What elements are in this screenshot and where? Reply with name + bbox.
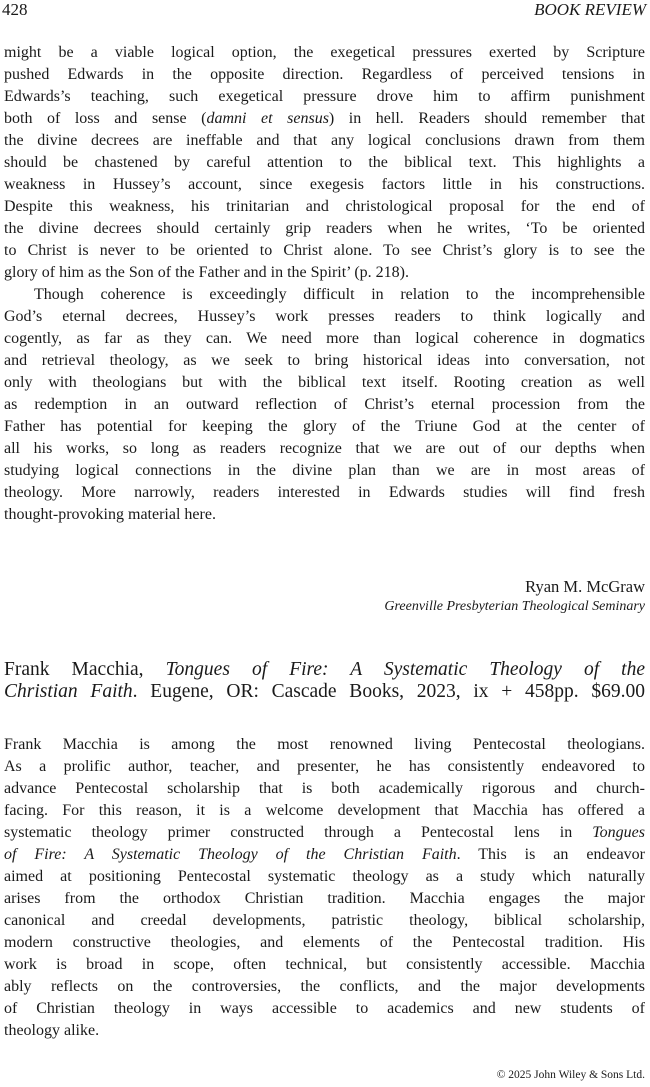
text-line	[4, 196, 645, 218]
text-run: thought-provoking material here.	[4, 506, 216, 523]
text-run: As a prolific author, teacher, and presenter, he has consistently endeavored to	[4, 758, 645, 775]
text-run: should be chastened by careful attention to the biblical text. This highlights a	[4, 154, 645, 171]
italic-text: damni et sensus	[206, 110, 329, 127]
text-line	[4, 284, 645, 306]
text-run: advance Pentecostal scholarship that is both academically rigorous and church-	[4, 780, 645, 797]
text-line	[4, 954, 645, 976]
text-line	[4, 174, 645, 196]
text-run: theology alike.	[4, 1022, 100, 1039]
text-line	[4, 372, 645, 394]
text-run: both of loss and sense (	[4, 110, 207, 127]
text-run: Frank Macchia,	[4, 659, 166, 680]
text-line	[4, 932, 645, 954]
review2-heading	[4, 659, 645, 703]
text-line	[4, 438, 645, 460]
text-line	[4, 998, 645, 1020]
text-run: to Christ is never to be oriented to Christ alone. To see Christ’s glory is to see the	[4, 242, 645, 259]
text-run: canonical and creedal developments, patristic theology, biblical scholarship,	[4, 912, 645, 929]
text-line	[4, 130, 645, 152]
italic-text: Christian Faith	[4, 681, 133, 702]
text-run: Though coherence is exceedingly difficult in relation to the incomprehensible	[34, 286, 645, 303]
text-line	[4, 734, 645, 756]
italic-text: Tongues	[592, 824, 645, 841]
text-line	[4, 822, 645, 844]
text-run: Father has potential for keeping the glory of the Triune God at the center of	[4, 418, 645, 435]
text-run: . Eugene, OR: Cascade Books, 2023, ix + 458pp. $69.00	[132, 681, 645, 702]
review1-paragraph-2	[4, 284, 645, 526]
italic-text: Tongues of Fire: A Systematic Theology of the	[165, 659, 646, 680]
text-run: the divine decrees are ineffable and that any logical conclusions drawn from them	[4, 132, 645, 149]
text-line	[4, 756, 645, 778]
reviewer-affiliation: Greenville Presbyterian Theological Seminary	[384, 599, 645, 614]
text-line	[4, 262, 645, 284]
text-line	[4, 504, 645, 526]
text-run: Despite this weakness, his trinitarian and christological proposal for the end of	[4, 198, 645, 215]
text-run: cogently, as far as they can. We need more than logical coherence in dogmatics	[4, 330, 645, 347]
text-run: arises from the orthodox Christian tradition. Macchia engages the major	[4, 890, 645, 907]
text-run: glory of him as the Son of the Father and in the Spirit’ (p. 218).	[4, 264, 409, 281]
italic-text: of Fire: A Systematic Theology of the Christian Faith	[4, 846, 457, 863]
text-run: Frank Macchia is among the most renowned living Pentecostal theologians.	[4, 736, 645, 753]
text-run: ) in hell. Readers should remember that	[328, 110, 646, 127]
text-line	[4, 306, 645, 328]
text-line	[4, 64, 645, 86]
text-run: facing. For this reason, it is a welcome development that Macchia has offered a	[4, 802, 645, 819]
review1-paragraph-1	[4, 42, 645, 284]
text-line	[4, 976, 645, 998]
text-run: work is broad in scope, often technical, but consistently accessible. Macchia	[4, 956, 645, 973]
text-run: as redemption in an outward reflection of Christ’s eternal procession from the	[4, 396, 645, 413]
page-number: 428	[2, 0, 28, 19]
running-title: BOOK REVIEW	[534, 0, 646, 19]
text-line	[4, 240, 645, 262]
text-run: studying logical connections in the divine plan than we are in most areas of	[4, 462, 645, 479]
text-run: the divine decrees should certainly grip readers when he writes, ‘To be oriented	[4, 220, 645, 237]
text-run: pushed Edwards in the opposite direction. Regardless of perceived tensions in	[4, 66, 645, 83]
text-run: modern constructive theologies, and elements of the Pentecostal tradition. His	[4, 934, 645, 951]
text-line	[4, 86, 645, 108]
text-line	[4, 910, 645, 932]
text-line	[4, 800, 645, 822]
text-run: Edwards’s teaching, such exegetical pressure drove him to affirm punishment	[4, 88, 645, 105]
text-line	[4, 866, 645, 888]
text-run: ably reflects on the controversies, the conflicts, and the major developments	[4, 978, 645, 995]
text-line	[4, 42, 645, 64]
text-line	[4, 108, 645, 130]
text-line	[4, 482, 645, 504]
reviewer-name: Ryan M. McGraw	[525, 577, 645, 596]
text-run: God’s eternal decrees, Hussey’s work presses readers to think logically and	[4, 308, 645, 325]
review2-paragraph-1	[4, 734, 645, 1042]
text-line	[4, 460, 645, 482]
text-line	[4, 218, 645, 240]
text-run: theology. More narrowly, readers interested in Edwards studies will find fresh	[4, 484, 645, 501]
text-run: only with theologians but with the biblical text itself. Rooting creation as well	[4, 374, 645, 391]
text-run: systematic theology primer constructed through a Pentecostal lens in	[4, 824, 593, 841]
text-run: . This is an endeavor	[456, 846, 645, 863]
text-line	[4, 888, 645, 910]
text-line	[4, 152, 645, 174]
text-line	[4, 681, 645, 703]
text-line	[4, 328, 645, 350]
text-line	[4, 778, 645, 800]
text-line	[4, 659, 645, 681]
text-run: aimed at positioning Pentecostal systematic theology as a study which naturally	[4, 868, 645, 885]
text-run: weakness in Hussey’s account, since exegesis factors little in his constructions.	[4, 176, 645, 193]
text-line	[4, 350, 645, 372]
text-line	[4, 844, 645, 866]
text-run: and retrieval theology, as we seek to bring historical ideas into conversation, not	[4, 352, 645, 369]
text-line	[4, 416, 645, 438]
text-run: all his works, so long as readers recognize that we are out of our depths when	[4, 440, 645, 457]
text-run: might be a viable logical option, the exegetical pressures exerted by Scripture	[4, 44, 645, 61]
copyright-footer: © 2025 John Wiley & Sons Ltd.	[496, 1069, 645, 1081]
text-run: of Christian theology in ways accessible to academics and new students of	[4, 1000, 645, 1017]
text-line	[4, 1020, 645, 1042]
text-line	[4, 394, 645, 416]
